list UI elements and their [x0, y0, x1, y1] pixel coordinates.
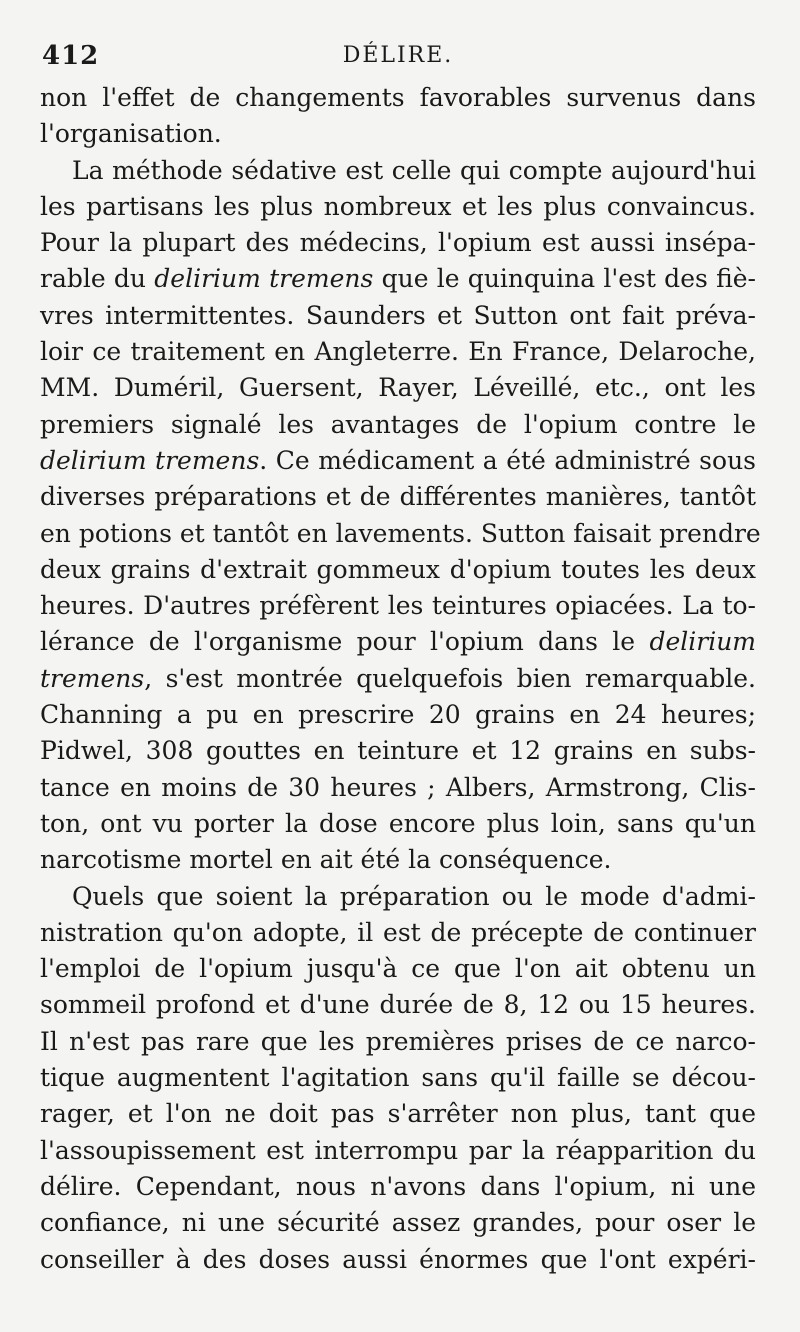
text-line — [40, 443, 756, 479]
text-line — [40, 1133, 756, 1169]
italic-term: delirium tremens — [40, 445, 260, 475]
text-line — [40, 1096, 756, 1132]
line-text: rager, et l'on ne doit pas s'arrêter non plus, tant que — [40, 1099, 756, 1129]
italic-term: delirium tremens — [154, 264, 374, 294]
text-line — [40, 1024, 756, 1060]
text-line — [40, 407, 756, 443]
italic-term: delirium — [649, 627, 756, 657]
text-line — [40, 334, 756, 370]
text-line — [40, 298, 756, 334]
line-text: Il n'est pas rare que les premières prises de ce narco- — [40, 1026, 756, 1056]
text-line — [40, 806, 756, 842]
line-text: Pour la plupart des médecins, l'opium est aussi insépa- — [40, 228, 756, 258]
line-text: non l'effet de changements favorables survenus dans — [40, 83, 756, 112]
text-line — [40, 624, 756, 660]
text-line — [40, 1242, 756, 1278]
line-text: l'organisation. — [40, 119, 222, 149]
text-line — [40, 951, 756, 987]
text-line — [40, 879, 756, 915]
text-line — [40, 1169, 756, 1205]
line-text: confiance, ni une sécurité assez grandes, pour oser le — [40, 1208, 756, 1238]
line-text: tance en moins de 30 heures ; Albers, Armstrong, Clis- — [40, 772, 756, 802]
text-line — [40, 1060, 756, 1096]
line-text: deux grains d'extrait gommeux d'opium toutes les deux — [40, 554, 756, 584]
line-text: l'assoupissement est interrompu par la réapparition du — [40, 1135, 756, 1165]
text-line — [40, 479, 756, 515]
line-text: les partisans les plus nombreux et les plus convaincus. — [40, 191, 756, 221]
line-text: loir ce traitement en Angleterre. En France, Delaroche, — [40, 337, 756, 367]
text-line — [40, 516, 761, 552]
line-text: heures. D'autres préfèrent les teintures opiacées. La to- — [40, 591, 756, 621]
italic-term: tremens — [40, 663, 145, 693]
line-text: sommeil profond et d'une durée de 8, 12 ou 15 heures. — [40, 990, 756, 1020]
line-text: en potions et tantôt en lavements. Sutton faisait prendre — [40, 518, 761, 548]
text-line — [40, 1205, 756, 1241]
text-line — [40, 225, 756, 261]
line-text: conseiller à des doses aussi énormes que l'ont expéri- — [40, 1244, 756, 1274]
line-text: tique augmentent l'agitation sans qu'il faille se décou- — [40, 1063, 756, 1093]
text-line — [40, 153, 756, 189]
line-text: diverses préparations et de différentes manières, tantôt — [40, 482, 756, 512]
text-line — [40, 552, 756, 588]
line-text: Channing a pu en prescrire 20 grains en 24 heures; — [40, 700, 756, 730]
text-line — [40, 697, 756, 733]
line-text: ton, ont vu porter la dose encore plus loin, sans qu'un — [40, 808, 756, 838]
running-head — [40, 36, 756, 76]
text-line — [40, 770, 756, 806]
text-line — [40, 189, 756, 225]
body-text — [40, 80, 761, 1278]
line-text: Quels que soient la préparation ou le mode d'admi- — [72, 881, 756, 911]
line-text: . Ce médicament a été administré sous — [259, 445, 756, 475]
line-text: rable du — [40, 264, 155, 294]
text-line — [40, 733, 756, 769]
line-text: vres intermittentes. Saunders et Sutton ont fait préva- — [40, 300, 756, 330]
line-text: La méthode sédative est celle qui compte aujourd'hui — [72, 155, 756, 185]
running-title: DÉLIRE. — [342, 43, 454, 68]
text-line — [40, 842, 756, 878]
text-line — [40, 588, 756, 624]
text-line — [40, 261, 756, 297]
page-number: 412 — [42, 41, 100, 71]
line-text: , s'est montrée quelquefois bien remarquable. — [144, 663, 756, 693]
text-line — [40, 987, 756, 1023]
text-line — [40, 370, 756, 406]
text-line — [40, 80, 756, 116]
line-text: Pidwel, 308 gouttes en teinture et 12 grains en subs- — [40, 736, 756, 766]
line-text: que le quinquina l'est des fiè- — [373, 264, 756, 294]
line-text: nistration qu'on adopte, il est de précepte de continuer — [40, 917, 756, 947]
line-text: l'emploi de l'opium jusqu'à ce que l'on ait obtenu un — [40, 954, 756, 984]
line-text: MM. Duméril, Guersent, Rayer, Léveillé, etc., ont les — [40, 373, 756, 403]
line-text: narcotisme mortel en ait été la conséquence. — [40, 845, 612, 875]
line-text: lérance de l'organisme pour l'opium dans le — [40, 627, 650, 657]
text-line — [40, 116, 756, 152]
text-line — [40, 915, 756, 951]
line-text: premiers signalé les avantages de l'opium contre le — [40, 409, 756, 439]
line-text: délire. Cependant, nous n'avons dans l'opium, ni une — [40, 1171, 756, 1201]
text-line — [40, 661, 756, 697]
